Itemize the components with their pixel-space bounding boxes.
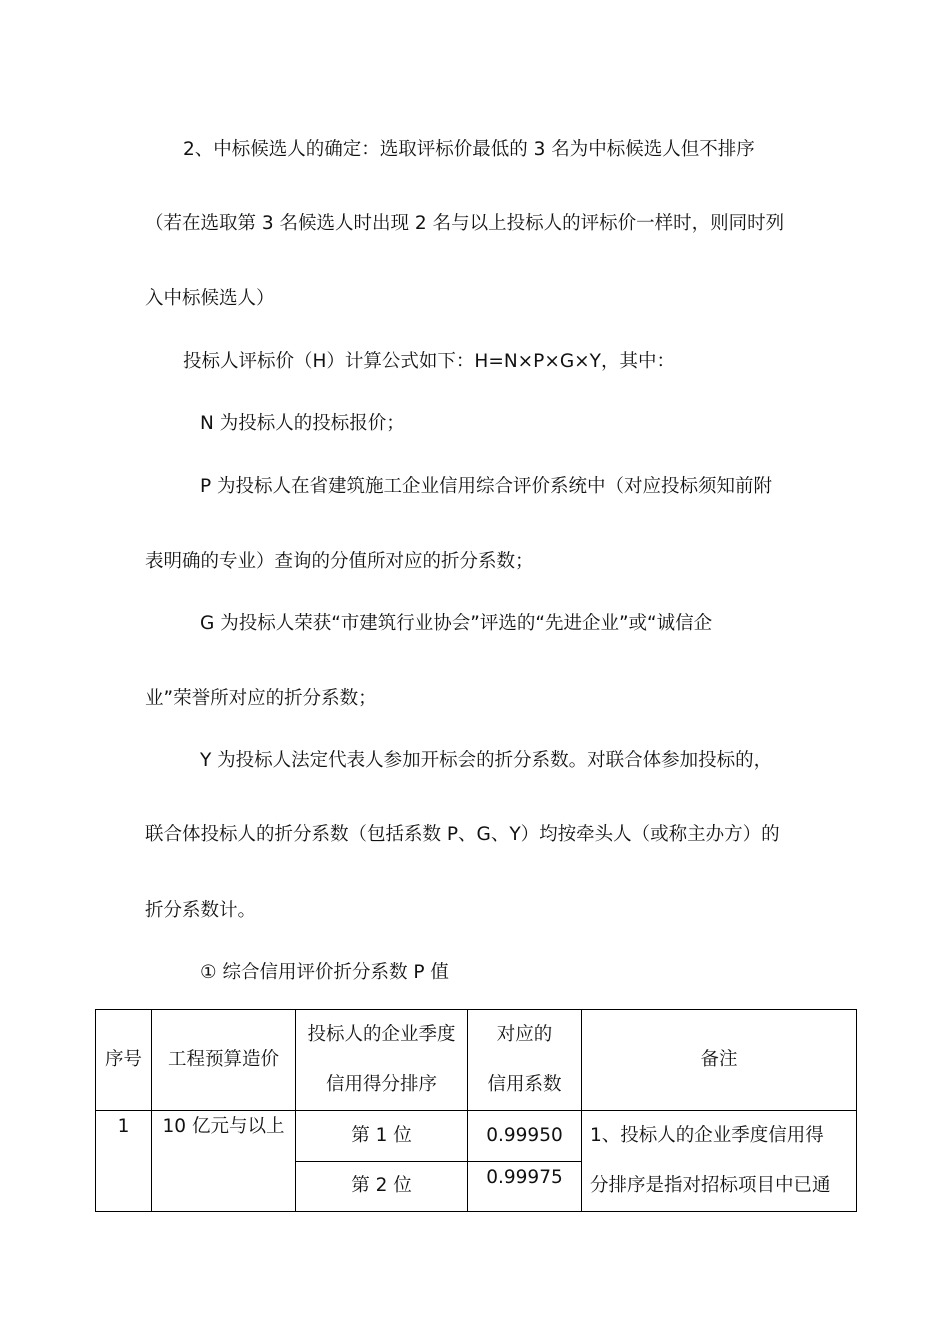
cell-coefficient: 0.99975 xyxy=(468,1161,582,1212)
paragraph-n-def: N 为投标人的投标报价； xyxy=(200,413,405,434)
paragraph-p-def: P 为投标人在省建筑施工企业信用综合评价系统中（对应投标须知前附 xyxy=(200,476,773,497)
paragraph-formula: 投标人评标价（H）计算公式如下：H=N×P×G×Y，其中： xyxy=(183,351,675,372)
paragraph-g-def: G 为投标人荣获“市建筑行业协会”评选的“先进企业”或“诚信企 xyxy=(200,613,713,634)
cell-budget: 10 亿元与以上 xyxy=(152,1111,296,1212)
credit-coefficient-table xyxy=(95,1009,857,1212)
section-heading-p-value: ① 综合信用评价折分系数 P 值 xyxy=(200,962,449,983)
header-rank: 投标人的企业季度 信用得分排序 xyxy=(296,1010,468,1111)
header-note: 备注 xyxy=(582,1010,857,1111)
header-budget: 工程预算造价 xyxy=(152,1010,296,1111)
paragraph-p-def-cont: 表明确的专业）查询的分值所对应的折分系数； xyxy=(145,551,534,572)
paragraph-y-def-cont: 联合体投标人的折分系数（包括系数 P、G、Y）均按牵头人（或称主办方）的 xyxy=(145,824,780,845)
paragraph-y-def: Y 为投标人法定代表人参加开标会的折分系数。对联合体参加投标的， xyxy=(200,750,773,771)
cell-rank: 第 1 位 xyxy=(296,1111,468,1162)
paragraph-y-def-end: 折分系数计。 xyxy=(145,900,257,921)
paragraph-tie-rule: （若在选取第 3 名候选人时出现 2 名与以上投标人的评标价一样时，则同时列 xyxy=(145,213,785,234)
cell-coefficient: 0.99950 xyxy=(468,1111,582,1162)
paragraph-winning-candidate: 2、中标候选人的确定：选取评标价最低的 3 名为中标候选人但不排序 xyxy=(183,139,755,160)
cell-note: 1、投标人的企业季度信用得 分排序是指对招标项目中已通 xyxy=(582,1111,857,1212)
header-seq: 序号 xyxy=(96,1010,152,1111)
paragraph-g-def-cont: 业”荣誉所对应的折分系数； xyxy=(145,688,377,709)
table-header-row xyxy=(96,1010,857,1111)
header-coefficient: 对应的 信用系数 xyxy=(468,1010,582,1111)
table-row xyxy=(96,1111,857,1162)
paragraph-tie-rule-cont: 入中标候选人） xyxy=(145,288,275,309)
cell-seq: 1 xyxy=(96,1111,152,1212)
cell-rank: 第 2 位 xyxy=(296,1161,468,1212)
